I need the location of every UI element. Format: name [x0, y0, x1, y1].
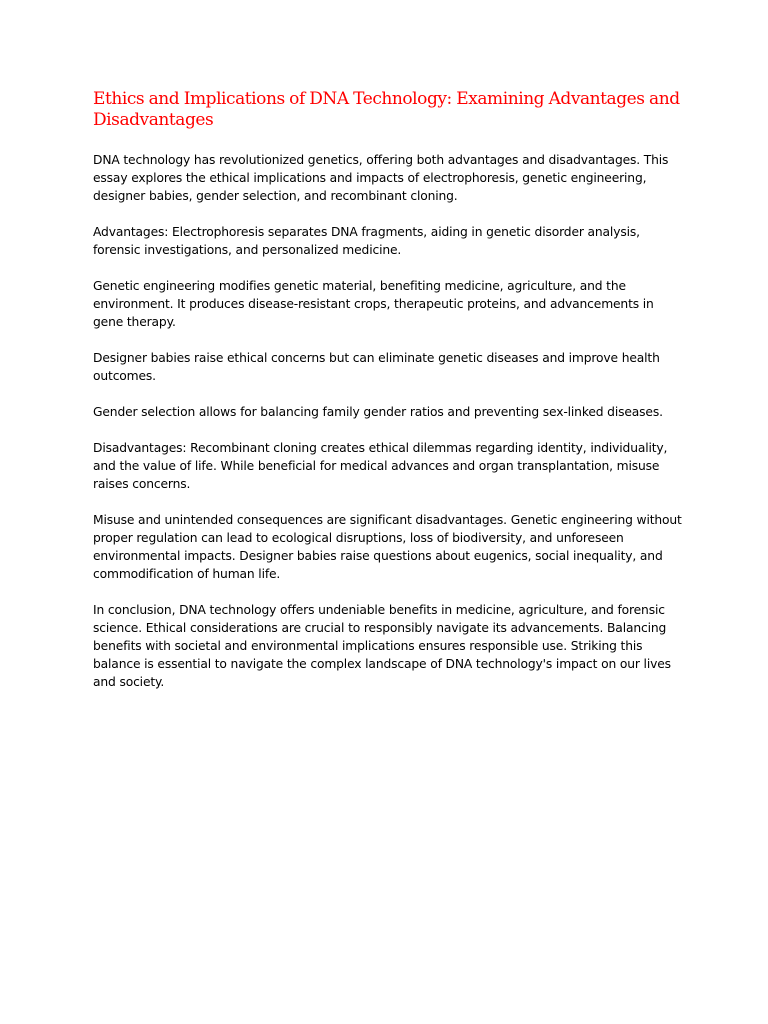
paragraph-gender-selection: Gender selection allows for balancing family gender ratios and preventing sex-linked diseases. [93, 405, 663, 419]
paragraph-electrophoresis: Advantages: Electrophoresis separates DNA fragments, aiding in genetic disorder analysis, forensic investigations, and personalized medicine. [93, 225, 640, 257]
paragraph-misuse: Misuse and unintended consequences are significant disadvantages. Genetic engineering without proper regulation can lead to ecological disruptions, loss of biodiversity, and unforeseen environmental impacts. Designer babies raise questions about eugenics, social inequality, and commodification of human life. [93, 513, 682, 581]
paragraph-recombinant-cloning: Disadvantages: Recombinant cloning creates ethical dilemmas regarding identity, individuality, and the value of life. While beneficial for medical advances and organ transplantation, misuse raises concerns. [93, 441, 668, 491]
document-body [93, 151, 683, 691]
paragraph-genetic-engineering: Genetic engineering modifies genetic material, benefiting medicine, agriculture, and the environment. It produces disease-resistant crops, therapeutic proteins, and advancements in gene therapy. [93, 279, 654, 329]
document-title: Ethics and Implications of DNA Technology: Examining Advantages and Disadvantages [93, 89, 680, 130]
paragraph-introduction: DNA technology has revolutionized genetics, offering both advantages and disadvantages. This essay explores the ethical implications and impacts of electrophoresis, genetic engineering, designer babies, gender selection, and recombinant cloning. [93, 153, 669, 203]
paragraph-designer-babies: Designer babies raise ethical concerns but can eliminate genetic diseases and improve health outcomes. [93, 351, 660, 383]
paragraph-conclusion: In conclusion, DNA technology offers undeniable benefits in medicine, agriculture, and forensic science. Ethical considerations are crucial to responsibly navigate its advancements. Balancing benefits with societal and environmental implications ensures responsible use. Striking this balance is essential to navigate the complex landscape of DNA technology's impact on our lives and society. [93, 603, 671, 689]
document-content [93, 89, 683, 709]
